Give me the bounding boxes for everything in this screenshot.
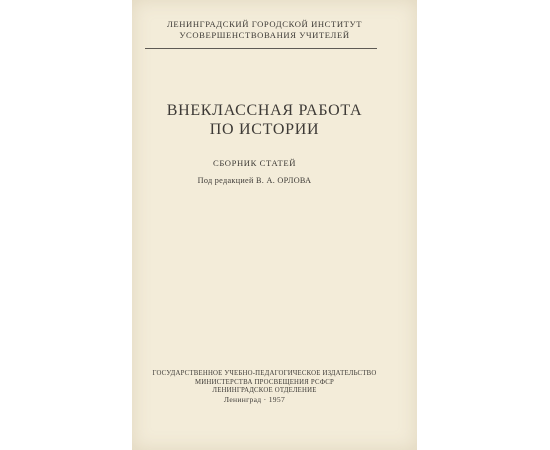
header-divider	[145, 48, 377, 49]
book-title	[132, 101, 417, 139]
book-title-line-1: ВНЕКЛАССНАЯ РАБОТА	[166, 102, 363, 119]
book-subtitle	[132, 158, 417, 168]
publisher-line-3: ЛЕНИНГРАДСКОЕ ОТДЕЛЕНИЕ	[212, 387, 317, 395]
publisher-line-2: МИНИСТЕРСТВА ПРОСВЕЩЕНИЯ РСФСР	[195, 378, 334, 386]
institute-header	[132, 19, 417, 41]
title-page	[132, 0, 417, 450]
institute-line-1: ЛЕНИНГРАДСКИЙ ГОРОДСКОЙ ИНСТИТУТ	[166, 19, 363, 29]
subtitle-text: СБОРНИК СТАТЕЙ	[213, 158, 296, 168]
institute-line-2: УСОВЕРШЕНСТВОВАНИЯ УЧИТЕЛЕЙ	[179, 30, 350, 40]
publisher-block	[132, 370, 417, 396]
imprint-city: Ленинград	[223, 395, 262, 404]
book-title-line-2: ПО ИСТОРИИ	[209, 121, 320, 138]
imprint-separator: ·	[263, 395, 267, 404]
editor-prefix: Под редакцией	[197, 176, 254, 185]
imprint-year: 1957	[268, 395, 286, 404]
publisher-line-1: ГОСУДАРСТВЕННОЕ УЧЕБНО-ПЕДАГОГИЧЕСКОЕ ИЗДАТЕЛЬСТВО	[152, 370, 377, 377]
editor-credit	[132, 176, 417, 185]
editor-name: В. А. ОРЛОВА	[256, 176, 312, 185]
imprint	[132, 395, 417, 404]
